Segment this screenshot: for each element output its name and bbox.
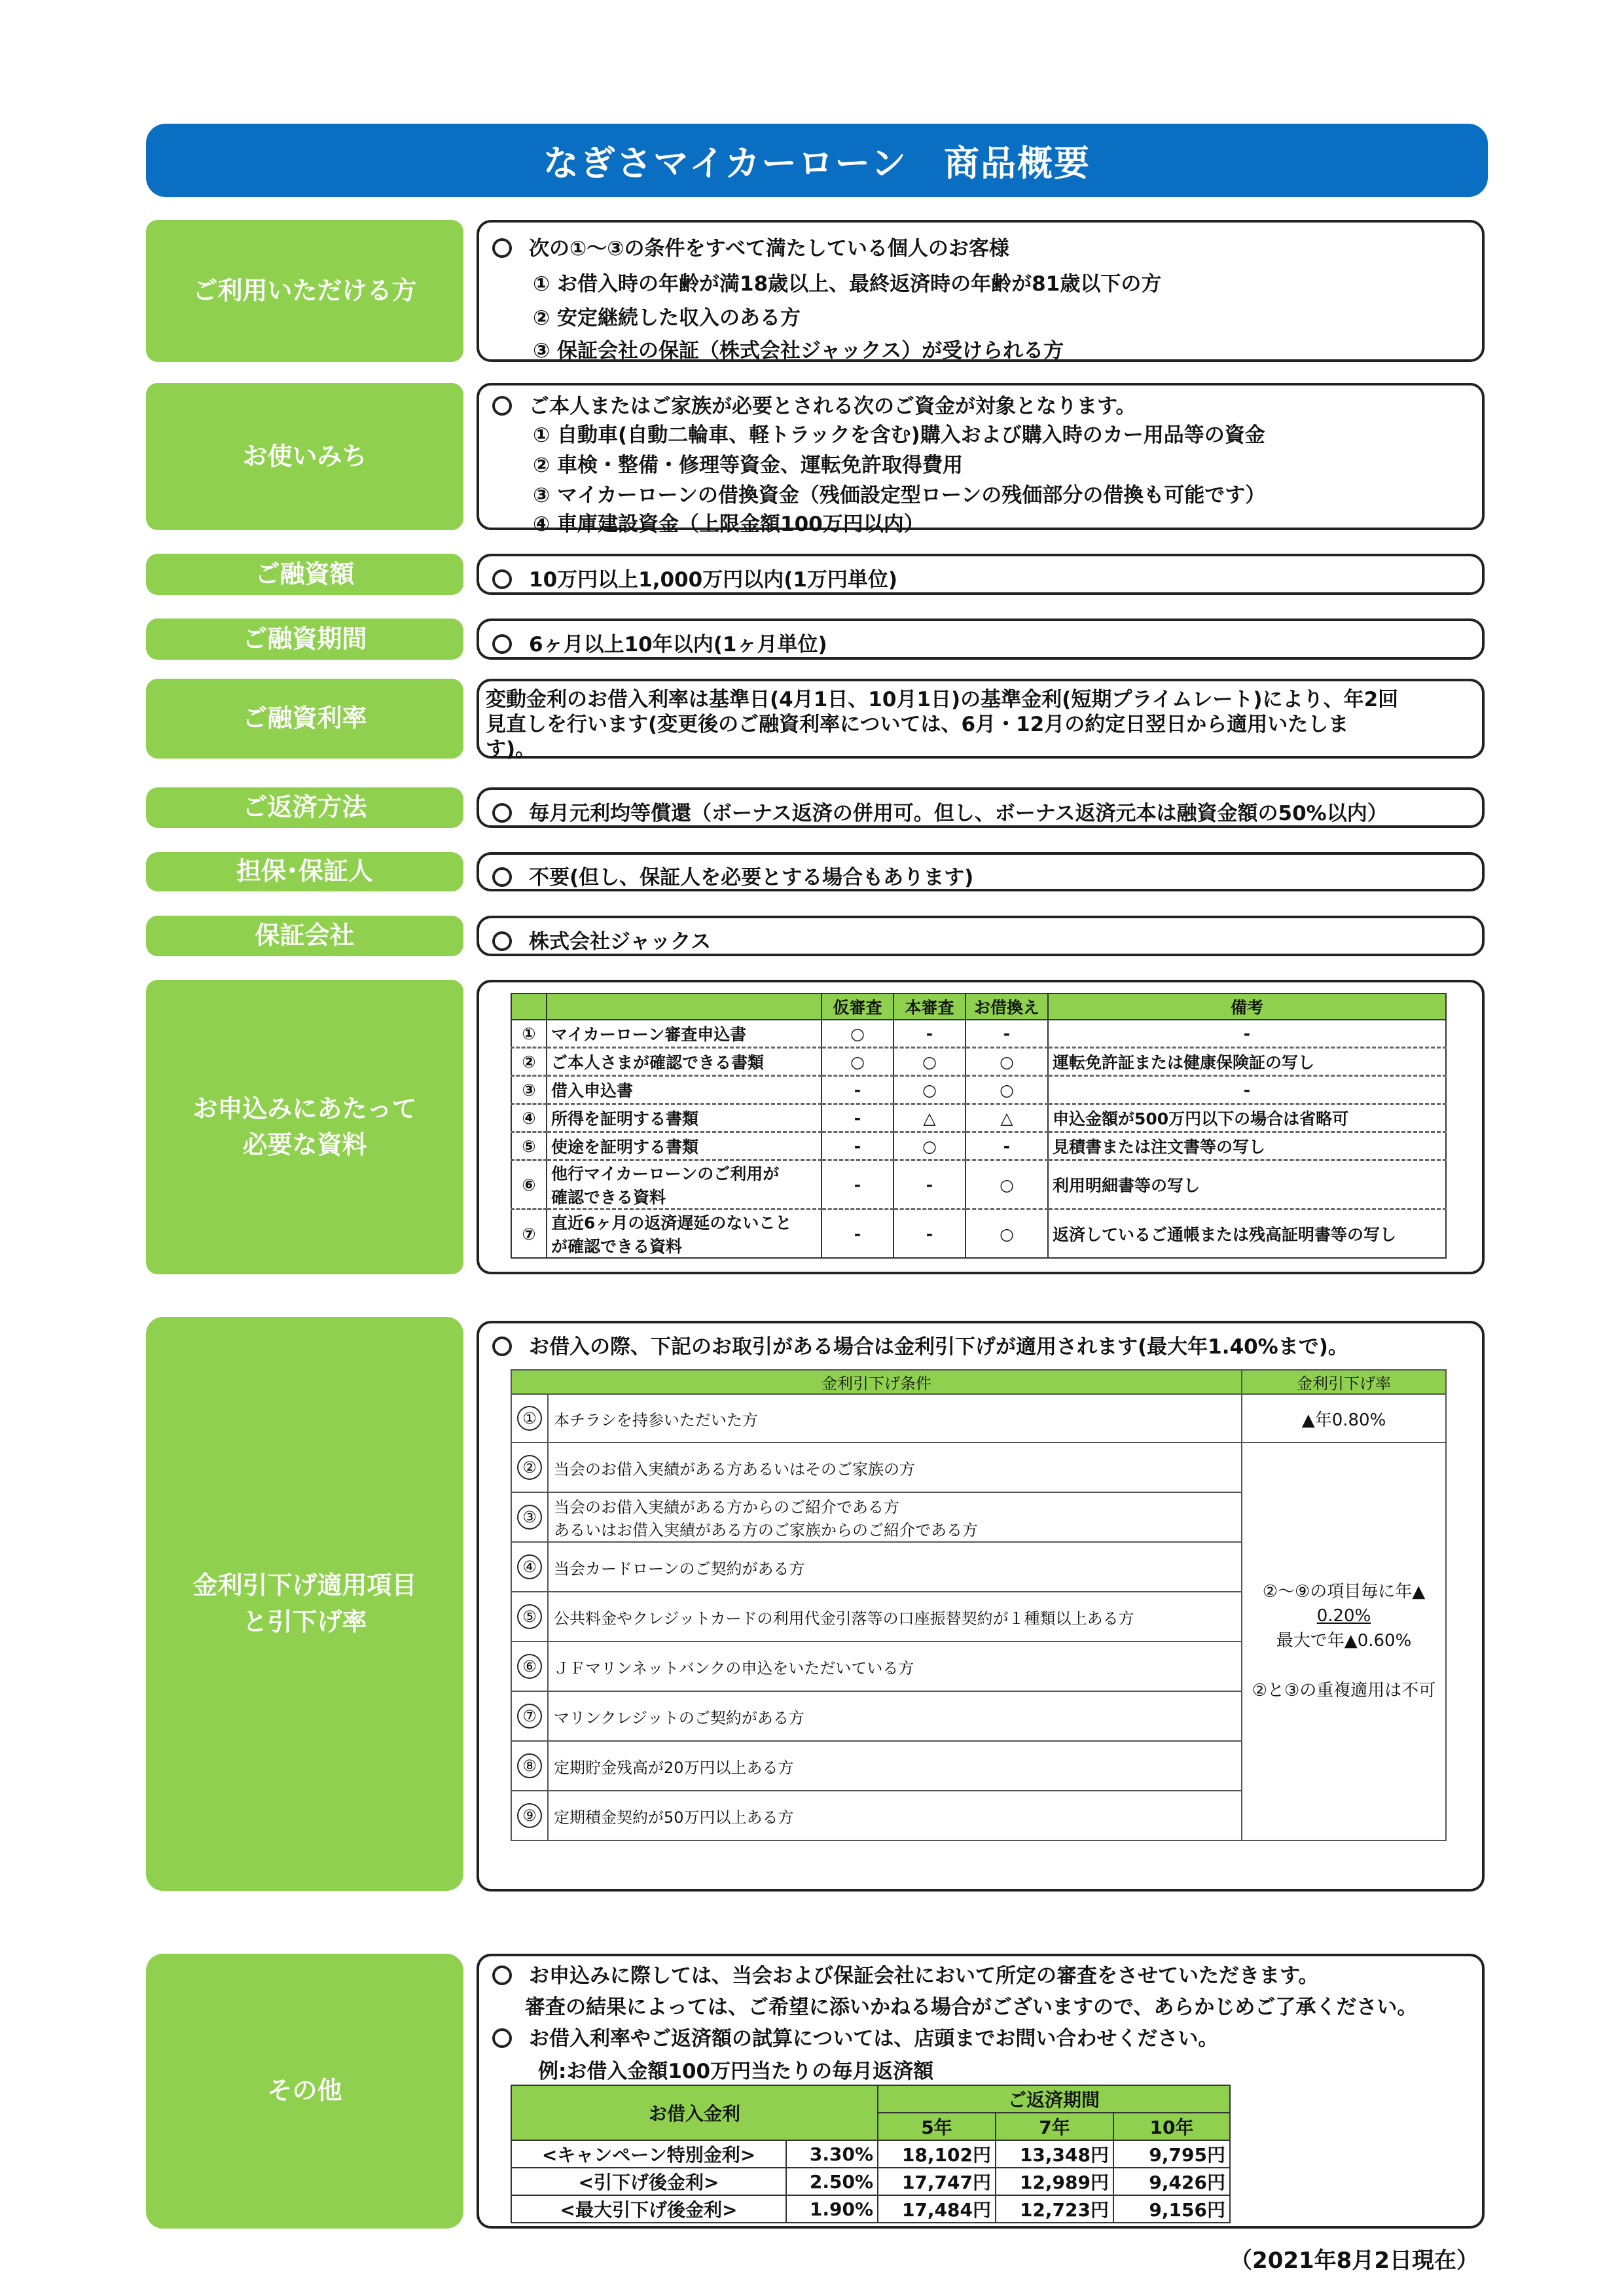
- rate-name: <キャンペーン特別金利>: [511, 2140, 786, 2168]
- as-of-date: （2021年8月2日現在）: [1230, 2248, 1479, 2274]
- condition-text: マリンクレジットのご契約がある方: [548, 1691, 1242, 1741]
- document-note: -: [1048, 1020, 1446, 1048]
- eligibility-line: ② 安定継続した収入のある方: [533, 306, 801, 330]
- payment-value: 13,348円: [996, 2140, 1113, 2168]
- discount-rate-other-line: 0.20%: [1316, 1606, 1371, 1626]
- usage-line: ① 自動車(自動二輪車、軽トラックを含む)購入および購入時のカー用品等の資金: [533, 423, 1265, 447]
- discount-table: [511, 1369, 1447, 1841]
- main-screen-mark: -: [893, 1210, 965, 1259]
- document-name: マイカーローン審査申込書: [547, 1020, 821, 1048]
- payment-value: 9,426円: [1113, 2168, 1230, 2195]
- table-header: 5年: [878, 2113, 996, 2140]
- table-row: [511, 2168, 1230, 2195]
- documents-box: [477, 980, 1485, 1274]
- period-text: 6ヶ月以上10年以内(1ヶ月単位): [529, 633, 827, 656]
- main-screen-mark: -: [893, 1020, 965, 1048]
- discount-rate-other-line: ②と③の重複適用は不可: [1252, 1680, 1436, 1700]
- document-note: 運転免許証または健康保険証の写し: [1048, 1048, 1446, 1076]
- document-name: が確認できる資料: [551, 1237, 683, 1256]
- document-name: ご本人さまが確認できる書類: [547, 1048, 821, 1076]
- discount-rate-other-line: ②～⑨の項目毎に年▲: [1262, 1581, 1426, 1602]
- eligibility-line: 次の①～③の条件をすべて満たしている個人のお客様: [529, 237, 1009, 260]
- refinance-mark: -: [965, 1020, 1048, 1048]
- other-line: お借入利率やご返済額の試算については、店頭までお問い合わせください。: [529, 2027, 1219, 2051]
- other-label: その他: [146, 1954, 463, 2229]
- condition-number: ②: [517, 1455, 542, 1480]
- collateral-box: [477, 852, 1485, 891]
- table-header: [547, 994, 821, 1020]
- table-header: 金利引下げ条件: [511, 1370, 1242, 1394]
- condition-text: 定期積金契約が50万円以上ある方: [548, 1791, 1242, 1840]
- rate-value: 1.90%: [786, 2195, 878, 2223]
- pre-screen-mark: ○: [821, 1020, 893, 1048]
- table-header: [511, 994, 547, 1020]
- pre-screen-mark: -: [821, 1210, 893, 1259]
- other-box: [477, 1954, 1485, 2229]
- table-header: 10年: [1113, 2113, 1230, 2140]
- main-screen-mark: ○: [893, 1048, 965, 1076]
- amount-text: 10万円以上1,000万円以内(1万円単位): [529, 568, 898, 592]
- table-row: [511, 1048, 1446, 1076]
- document-name: 確認できる資料: [551, 1188, 666, 1207]
- row-number: ⑥: [511, 1160, 547, 1210]
- row-number: ③: [511, 1076, 547, 1104]
- condition-number: ⑨: [517, 1803, 542, 1828]
- pre-screen-mark: -: [821, 1076, 893, 1104]
- page-title: なぎさマイカーローン 商品概要: [146, 124, 1488, 197]
- table-row: [511, 1210, 1446, 1259]
- table-header: 7年: [996, 2113, 1113, 2140]
- usage-box: [477, 383, 1485, 536]
- row-number: ②: [511, 1048, 547, 1076]
- pre-screen-mark: -: [821, 1132, 893, 1160]
- eligibility-label: ご利用いただける方: [146, 220, 463, 362]
- condition-text: 当会のお借入実績がある方からのご紹介である方: [554, 1498, 899, 1516]
- discount-label-line: と引下げ率: [242, 1607, 367, 1636]
- eligibility-box: [477, 220, 1485, 362]
- circle-bullet-icon: [492, 1965, 512, 1985]
- documents-label: [146, 980, 463, 1274]
- row-number: ⑤: [511, 1132, 547, 1160]
- condition-number: ⑦: [517, 1704, 542, 1729]
- eligibility-line: ③ 保証会社の保証（株式会社ジャックス）が受けられる方: [533, 339, 1064, 363]
- table-header-row: [511, 2085, 1230, 2113]
- payment-value: 12,723円: [996, 2195, 1113, 2223]
- document-note: -: [1048, 1076, 1446, 1104]
- rate-name: <最大引下げ後金利>: [511, 2195, 786, 2223]
- row-number: ⑦: [511, 1210, 547, 1259]
- table-row: [511, 1443, 1446, 1492]
- document-name: 借入申込書: [547, 1076, 821, 1104]
- period-label: ご融資期間: [146, 619, 463, 660]
- documents-table: [511, 993, 1447, 1259]
- table-row: [511, 1104, 1446, 1132]
- document-note: 返済しているご通帳または残高証明書等の写し: [1048, 1210, 1446, 1259]
- eligibility-line: ① お借入時の年齢が満18歳以上、最終返済時の年齢が81歳以下の方: [533, 272, 1162, 296]
- guarantor-label: 保証会社: [146, 916, 463, 956]
- condition-text: 当会カードローンのご契約がある方: [548, 1542, 1242, 1592]
- row-number: ④: [511, 1104, 547, 1132]
- documents-label-line: 必要な資料: [242, 1130, 367, 1159]
- condition-number: ④: [517, 1554, 542, 1579]
- circle-bullet-icon: [492, 1336, 512, 1356]
- payment-value: 12,989円: [996, 2168, 1113, 2195]
- document-name: 直近6ヶ月の返済遅延のないこと: [551, 1213, 792, 1232]
- main-screen-mark: △: [893, 1104, 965, 1132]
- table-header-row: [511, 1370, 1446, 1394]
- rate-box: [477, 679, 1485, 759]
- condition-number: ⑤: [517, 1604, 542, 1629]
- rate-name: <引下げ後金利>: [511, 2168, 786, 2195]
- circle-bullet-icon: [492, 2028, 512, 2048]
- main-screen-mark: ○: [893, 1076, 965, 1104]
- row-number: ①: [511, 1020, 547, 1048]
- rate-value: 2.50%: [786, 2168, 878, 2195]
- collateral-label: 担保･保証人: [146, 852, 463, 891]
- guarantor-box: [477, 916, 1485, 956]
- usage-line: ③ マイカーローンの借換資金（残価設定型ローンの残価部分の借換も可能です）: [533, 484, 1266, 507]
- amount-box: [477, 554, 1485, 595]
- guarantor-text: 株式会社ジャックス: [529, 930, 712, 954]
- document-name: 他行マイカーローンのご利用が: [551, 1164, 780, 1183]
- condition-text: 当会のお借入実績がある方あるいはそのご家族の方: [548, 1443, 1242, 1492]
- refinance-mark: ○: [965, 1048, 1048, 1076]
- discount-box: [477, 1321, 1485, 1892]
- table-header: 金利引下げ率: [1242, 1370, 1446, 1394]
- rate-label: ご融資利率: [146, 679, 463, 759]
- repayment-box: [477, 787, 1485, 828]
- condition-text: 公共料金やクレジットカードの利用代金引落等の口座振替契約が１種類以上ある方: [548, 1592, 1242, 1641]
- document-name: 使途を証明する書類: [547, 1132, 821, 1160]
- rate-value: 3.30%: [786, 2140, 878, 2168]
- document-note: 見積書または注文書等の写し: [1048, 1132, 1446, 1160]
- discount-label: [146, 1317, 463, 1891]
- repayment-text: 毎月元利均等償還（ボーナス返済の併用可。但し、ボーナス返済元本は融資金額の50%以内）: [529, 802, 1388, 825]
- table-row: [511, 2195, 1230, 2223]
- table-row: [511, 1394, 1446, 1443]
- usage-label: お使いみち: [146, 383, 463, 530]
- rate-line: 変動金利のお借入利率は基準日(4月1日、10月1日)の基準金利(短期プライムレート)により、年2回: [486, 688, 1399, 711]
- discount-intro: お借入の際、下記のお取引がある場合は金利引下げが適用されます(最大年1.40%まで)。: [529, 1335, 1348, 1359]
- document-name: 所得を証明する書類: [547, 1104, 821, 1132]
- pre-screen-mark: -: [821, 1160, 893, 1210]
- repayment-label: ご返済方法: [146, 787, 463, 828]
- table-row: [511, 1076, 1446, 1104]
- discount-rate-other: [1242, 1443, 1446, 1840]
- table-header-row: [511, 994, 1446, 1020]
- condition-number: ①: [517, 1406, 542, 1431]
- table-row: [511, 1132, 1446, 1160]
- table-header: 仮審査: [821, 994, 893, 1020]
- refinance-mark: ○: [965, 1160, 1048, 1210]
- refinance-mark: ○: [965, 1210, 1048, 1259]
- collateral-text: 不要(但し、保証人を必要とする場合もあります): [529, 866, 974, 889]
- document-note: 利用明細書等の写し: [1048, 1160, 1446, 1210]
- payment-value: 9,795円: [1113, 2140, 1230, 2168]
- other-line: お申込みに際しては、当会および保証会社において所定の審査をさせていただきます。: [529, 1964, 1319, 1988]
- circle-bullet-icon: [492, 803, 512, 823]
- documents-label-line: お申込みにあたって: [192, 1094, 417, 1123]
- table-row: [511, 2140, 1230, 2168]
- condition-number: ⑥: [517, 1654, 542, 1679]
- payment-value: 17,747円: [878, 2168, 996, 2195]
- pre-screen-mark: ○: [821, 1048, 893, 1076]
- main-screen-mark: ○: [893, 1132, 965, 1160]
- rate-line: す)。: [486, 738, 536, 761]
- usage-line: ご本人またはご家族が必要とされる次のご資金が対象となります。: [529, 395, 1136, 418]
- condition-number: ③: [517, 1505, 542, 1530]
- main-screen-mark: -: [893, 1160, 965, 1210]
- payment-value: 18,102円: [878, 2140, 996, 2168]
- circle-bullet-icon: [492, 634, 512, 654]
- usage-line: ② 車検・整備・修理等資金、運転免許取得費用: [533, 454, 964, 477]
- amount-label: ご融資額: [146, 554, 463, 595]
- condition-text: 本チラシを持参いただいた方: [548, 1394, 1242, 1443]
- circle-bullet-icon: [492, 396, 512, 416]
- payment-value: 9,156円: [1113, 2195, 1230, 2223]
- table-row: [511, 1160, 1446, 1210]
- table-header: 本審査: [893, 994, 965, 1020]
- circle-bullet-icon: [492, 931, 512, 951]
- circle-bullet-icon: [492, 569, 512, 589]
- pre-screen-mark: -: [821, 1104, 893, 1132]
- other-line: 例:お借入金額100万円当たりの毎月返済額: [538, 2060, 934, 2083]
- table-row: [511, 1020, 1446, 1048]
- refinance-mark: △: [965, 1104, 1048, 1132]
- discount-rate-other-line: 最大で年▲0.60%: [1276, 1631, 1412, 1651]
- table-header: 備考: [1048, 994, 1446, 1020]
- condition-text: ＪＦマリンネットバンクの申込をいただいている方: [548, 1641, 1242, 1691]
- circle-bullet-icon: [492, 867, 512, 887]
- rate-line: 見直しを行います(変更後のご融資利率については、6月・12月の約定日翌日から適用いたしま: [486, 713, 1349, 736]
- condition-text: 定期貯金残高が20万円以上ある方: [548, 1741, 1242, 1791]
- discount-rate-1: ▲年0.80%: [1242, 1394, 1446, 1443]
- payment-value: 17,484円: [878, 2195, 996, 2223]
- refinance-mark: -: [965, 1132, 1048, 1160]
- table-header: お借入金利: [511, 2085, 878, 2140]
- refinance-mark: ○: [965, 1076, 1048, 1104]
- example-table: [511, 2085, 1231, 2223]
- discount-label-line: 金利引下げ適用項目: [192, 1571, 417, 1600]
- period-box: [477, 619, 1485, 660]
- other-line: 審査の結果によっては、ご希望に添いかねる場合がございますので、あらかじめご了承ください。: [525, 1996, 1418, 2019]
- document-note: 申込金額が500万円以下の場合は省略可: [1048, 1104, 1446, 1132]
- circle-bullet-icon: [492, 238, 512, 258]
- table-header: お借換え: [965, 994, 1048, 1020]
- usage-line: ④ 車庫建設資金（上限金額100万円以内）: [533, 512, 924, 536]
- condition-number: ⑧: [517, 1753, 542, 1778]
- table-header: ご返済期間: [878, 2085, 1230, 2113]
- condition-text: あるいはお借入実績がある方のご家族からのご紹介である方: [554, 1521, 978, 1539]
